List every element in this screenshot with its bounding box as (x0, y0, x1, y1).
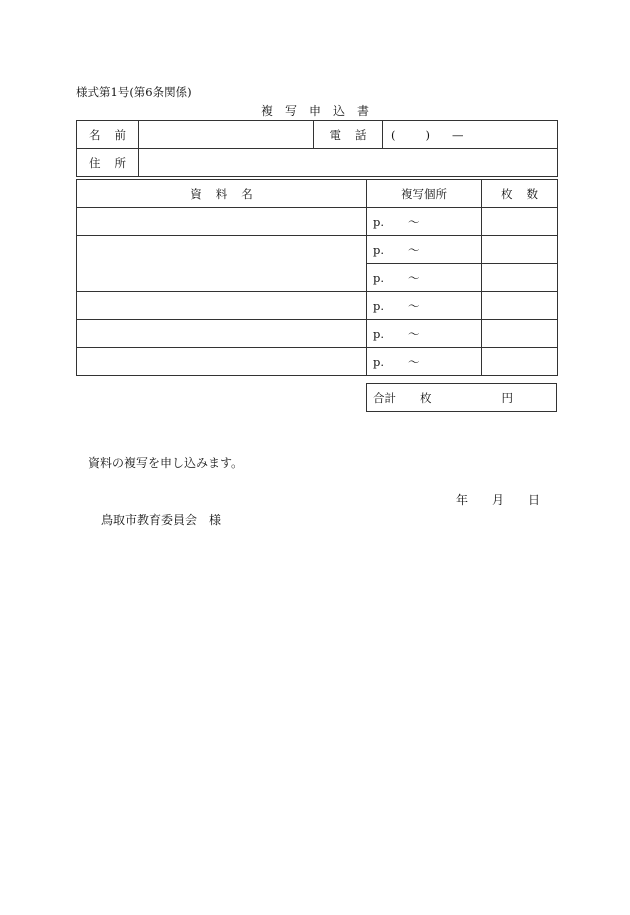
material-name-field[interactable] (77, 292, 367, 320)
sheet-count-field[interactable] (482, 320, 558, 348)
material-name-field[interactable] (77, 236, 367, 292)
sheet-count-field[interactable] (482, 292, 558, 320)
material-row (77, 236, 558, 264)
materials-header-row (77, 180, 558, 208)
total-label: 合計 (373, 390, 396, 405)
copy-pages-field[interactable]: p. 〜 (367, 348, 482, 376)
sheets-unit: 枚 (420, 390, 432, 405)
phone-field[interactable]: ( ) — (383, 121, 558, 149)
material-row (77, 208, 558, 236)
total-field[interactable] (367, 384, 557, 412)
material-name-header: 資 料 名 (77, 180, 367, 208)
date-day: 日 (528, 493, 541, 507)
total-row (367, 384, 557, 412)
material-name-field[interactable] (77, 208, 367, 236)
form-number-label: 様式第1号(第6条関係) (76, 85, 192, 99)
title-char: 複 (260, 104, 273, 118)
copy-pages-field[interactable]: p. 〜 (367, 236, 482, 264)
date-month: 月 (492, 493, 505, 507)
materials-table (76, 179, 558, 376)
material-row (77, 348, 558, 376)
name-field[interactable] (139, 121, 314, 149)
copy-pages-field[interactable]: p. 〜 (367, 264, 482, 292)
phone-label: 電 話 (314, 121, 383, 149)
address-row (77, 149, 558, 177)
sheet-count-field[interactable] (482, 348, 558, 376)
title-char: 書 (357, 104, 370, 118)
sheet-count-field[interactable] (482, 208, 558, 236)
material-row (77, 292, 558, 320)
document-title (0, 102, 630, 119)
name-row (77, 121, 558, 149)
sheet-count-field[interactable] (482, 236, 558, 264)
address-field[interactable] (139, 149, 558, 177)
material-row (77, 320, 558, 348)
copy-pages-field[interactable]: p. 〜 (367, 292, 482, 320)
date-year: 年 (456, 493, 469, 507)
yen-unit: 円 (501, 390, 513, 405)
date-line (456, 491, 540, 508)
copy-pages-field[interactable]: p. 〜 (367, 320, 482, 348)
address-label: 住 所 (77, 149, 139, 177)
application-statement: 資料の複写を申し込みます。 (88, 456, 244, 470)
honorific: 様 (209, 513, 222, 527)
sheet-count-field[interactable] (482, 264, 558, 292)
title-char: 申 (308, 104, 321, 118)
title-char: 写 (284, 104, 297, 118)
material-name-field[interactable] (77, 348, 367, 376)
addressee (101, 511, 221, 528)
copy-pages-header: 複写個所 (367, 180, 482, 208)
material-name-field[interactable] (77, 320, 367, 348)
copy-pages-field[interactable]: p. 〜 (367, 208, 482, 236)
applicant-table (76, 120, 558, 177)
name-label: 名 前 (77, 121, 139, 149)
title-char: 込 (333, 104, 346, 118)
total-table (366, 383, 557, 412)
addressee-name: 鳥取市教育委員会 (101, 513, 198, 527)
sheet-count-header: 枚 数 (482, 180, 558, 208)
